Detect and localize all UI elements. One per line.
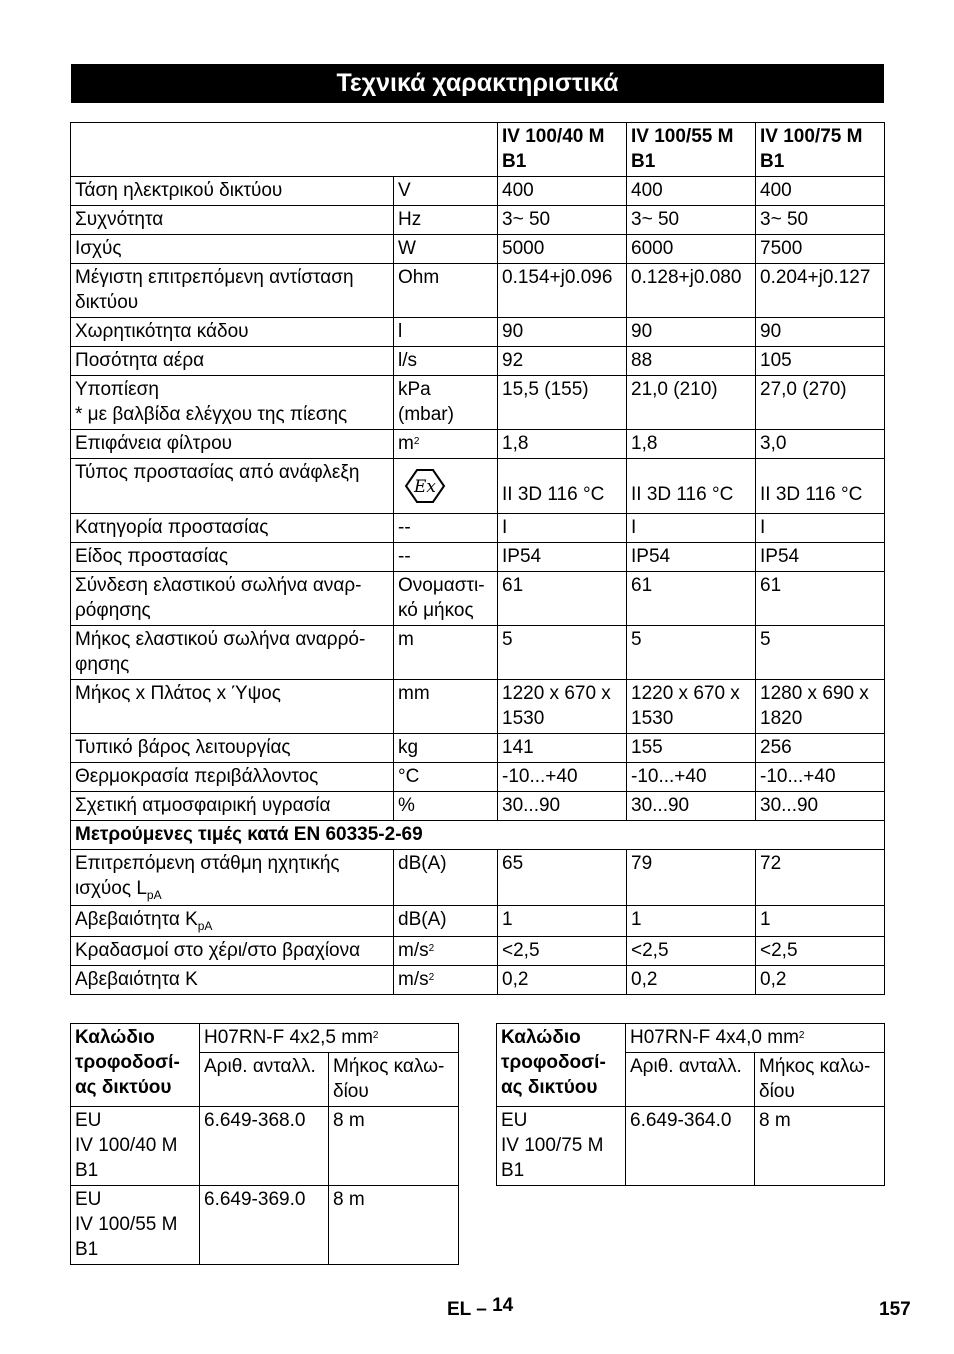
spec-row — [71, 459, 885, 514]
cable-type-superscript: 2 — [798, 1030, 805, 1041]
row-unit: kg — [394, 734, 498, 763]
cable-header-row — [71, 1024, 459, 1053]
value-cell-3: 61 — [756, 572, 885, 626]
row-unit: kPa (mbar) — [394, 376, 498, 430]
value-cell-2: <2,5 — [627, 937, 756, 966]
svg-text:Ex: Ex — [414, 477, 436, 497]
row-label: Συχνότητα — [71, 206, 394, 235]
label-subscript: pA — [197, 919, 213, 933]
ex-explosion-protection-icon — [404, 468, 446, 511]
spec-row — [71, 235, 885, 264]
row-label: Ισχύς — [71, 235, 394, 264]
measured-row — [71, 966, 885, 995]
value-cell-3: 5 — [756, 626, 885, 680]
value-cell-2: 6000 — [627, 235, 756, 264]
row-unit: $m^2$ — [394, 430, 498, 459]
row-label: Ποσότητα αέρα — [71, 347, 394, 376]
row-label: Σύνδεση ελαστικού σωλήνα αναρ-ρόφησης — [71, 572, 394, 626]
spec-row — [71, 206, 885, 235]
value-cell-3: 27,0 (270) — [756, 376, 885, 430]
value-cell-2: 0,2 — [627, 966, 756, 995]
spec-row — [71, 264, 885, 318]
value-cell-1: 0.154+j0.096 — [498, 264, 627, 318]
row-unit: -- — [394, 514, 498, 543]
value-cell-3: 1 — [756, 906, 885, 937]
row-unit: -- — [394, 543, 498, 572]
cable-length-header: Μήκος καλω-δίου — [329, 1053, 459, 1107]
value-cell-3: IP54 — [756, 543, 885, 572]
value-cell-2: I — [627, 514, 756, 543]
value-cell-1: 5 — [498, 626, 627, 680]
row-label: Επιτρεπόμενη στάθμη ηχητικής ισχύος $L_{pA}$ — [71, 850, 394, 906]
row-label: Επιφάνεια φίλτρου — [71, 430, 394, 459]
footer-lang: EL — [447, 1299, 471, 1320]
cable-type-superscript: 2 — [372, 1030, 379, 1041]
row-unit: Hz — [394, 206, 498, 235]
header-row — [71, 123, 885, 177]
row-unit: l/s — [394, 347, 498, 376]
technical-data-table — [70, 122, 885, 995]
row-label: Τάση ηλεκτρικού δικτύου — [71, 177, 394, 206]
footer-page-number: 157 — [879, 1299, 911, 1320]
cable-header-row — [497, 1024, 885, 1053]
value-cell-1: 90 — [498, 318, 627, 347]
unit-superscript: 2 — [428, 943, 435, 954]
value-cell-2: II 3D 116 °C — [627, 459, 756, 514]
value-cell-1: 400 — [498, 177, 627, 206]
value-cell-2: 3~ 50 — [627, 206, 756, 235]
spec-row — [71, 792, 885, 821]
footer-language — [447, 1295, 514, 1321]
footer-sep: – — [476, 1299, 487, 1320]
value-cell-1: 30...90 — [498, 792, 627, 821]
header-blank-cell — [71, 123, 498, 177]
value-cell-2: 79 — [627, 850, 756, 906]
row-unit: $m/s^2$ — [394, 937, 498, 966]
row-label: Υποπίεση * με βαλβίδα ελέγχου της πίεσης — [71, 376, 394, 430]
value-cell-1: I — [498, 514, 627, 543]
cable-type: H07RN-F 4x4,0 $mm^2$ — [626, 1024, 885, 1053]
cable-type: H07RN-F 4x2,5 $mm^2$ — [200, 1024, 459, 1053]
row-label: Μέγιστη επιτρεπόμενη αντίσταση δικτύου — [71, 264, 394, 318]
row-label: Σχετική ατμοσφαιρική υγρασία — [71, 792, 394, 821]
row-unit: Ohm — [394, 264, 498, 318]
spec-row — [71, 514, 885, 543]
value-cell-2: 0.128+j0.080 — [627, 264, 756, 318]
value-cell-2: 1 — [627, 906, 756, 937]
value-cell-3: 3,0 — [756, 430, 885, 459]
value-cell-1: -10...+40 — [498, 763, 627, 792]
value-cell-3: 3~ 50 — [756, 206, 885, 235]
value-cell-1: 141 — [498, 734, 627, 763]
value-cell-1: 1,8 — [498, 430, 627, 459]
value-cell-1: 61 — [498, 572, 627, 626]
value-cell-1: 3~ 50 — [498, 206, 627, 235]
row-unit: mm — [394, 680, 498, 734]
model-header-1: IV 100/40 M B1 — [498, 123, 627, 177]
value-cell-2: -10...+40 — [627, 763, 756, 792]
spec-row — [71, 318, 885, 347]
row-label: Κατηγορία προστασίας — [71, 514, 394, 543]
cable-length: 8 m — [329, 1186, 459, 1265]
spec-row — [71, 626, 885, 680]
measured-row — [71, 937, 885, 966]
part-number-header: Αριθ. ανταλλ. — [200, 1053, 329, 1107]
value-cell-3: 30...90 — [756, 792, 885, 821]
footer-local-page: 14 — [492, 1295, 514, 1316]
value-cell-2: 30...90 — [627, 792, 756, 821]
measured-row — [71, 850, 885, 906]
cable-part-number: 6.649-369.0 — [200, 1186, 329, 1265]
value-cell-1: II 3D 116 °C — [498, 459, 627, 514]
row-unit: °C — [394, 763, 498, 792]
value-cell-3: 1280 x 690 x 1820 — [756, 680, 885, 734]
value-cell-3: 105 — [756, 347, 885, 376]
value-cell-3: I — [756, 514, 885, 543]
row-label: Μήκος ελαστικού σωλήνα αναρρό-φησης — [71, 626, 394, 680]
cable-model: EU IV 100/40 M B1 — [71, 1107, 200, 1186]
row-unit: V — [394, 177, 498, 206]
row-unit: Ονομαστι-κό μήκος — [394, 572, 498, 626]
value-cell-2: 1,8 — [627, 430, 756, 459]
row-label: Κραδασμοί στο χέρι/στο βραχίονα — [71, 937, 394, 966]
value-cell-2: 5 — [627, 626, 756, 680]
section-row — [71, 821, 885, 850]
unit-superscript: 2 — [413, 436, 420, 447]
row-unit: dB(A) — [394, 906, 498, 937]
value-cell-1: 0,2 — [498, 966, 627, 995]
value-cell-1: 1220 x 670 x 1530 — [498, 680, 627, 734]
row-label: Θερμοκρασία περιβάλλοντος — [71, 763, 394, 792]
model-header-2: IV 100/55 M B1 — [627, 123, 756, 177]
section-heading: Μετρούμενες τιμές κατά EN 60335-2-69 — [71, 821, 885, 850]
cable-model: EU IV 100/55 M B1 — [71, 1186, 200, 1265]
value-cell-3: 0.204+j0.127 — [756, 264, 885, 318]
cable-row — [497, 1107, 885, 1186]
value-cell-1: 1 — [498, 906, 627, 937]
unit-superscript: 2 — [428, 972, 435, 983]
spec-row — [71, 734, 885, 763]
row-unit: m — [394, 626, 498, 680]
cable-part-number: 6.649-368.0 — [200, 1107, 329, 1186]
cable-part-number: 6.649-364.0 — [626, 1107, 755, 1186]
value-cell-1: 65 — [498, 850, 627, 906]
cable-row — [71, 1186, 459, 1265]
spec-row — [71, 430, 885, 459]
cable-length: 8 m — [329, 1107, 459, 1186]
row-label: Τυπικό βάρος λειτουργίας — [71, 734, 394, 763]
spec-row — [71, 763, 885, 792]
value-cell-2: 400 — [627, 177, 756, 206]
cable-model: EU IV 100/75 M B1 — [497, 1107, 626, 1186]
measured-row — [71, 906, 885, 937]
spec-row — [71, 347, 885, 376]
value-cell-1: 92 — [498, 347, 627, 376]
value-cell-3: 90 — [756, 318, 885, 347]
value-cell-1: 15,5 (155) — [498, 376, 627, 430]
spec-row — [71, 572, 885, 626]
cable-row — [71, 1107, 459, 1186]
value-cell-2: 155 — [627, 734, 756, 763]
value-cell-1: 5000 — [498, 235, 627, 264]
row-label: Αβεβαιότητα $K_{pA}$ — [71, 906, 394, 937]
page-title: Τεχνικά χαρακτηριστικά — [71, 64, 884, 103]
cable-length: 8 m — [755, 1107, 885, 1186]
value-cell-2: 21,0 (210) — [627, 376, 756, 430]
spec-row — [71, 376, 885, 430]
spec-row — [71, 680, 885, 734]
row-unit: dB(A) — [394, 850, 498, 906]
cable-heading: Καλώδιο τροφοδοσί-ας δικτύου — [71, 1024, 200, 1107]
row-label: Χωρητικότητα κάδου — [71, 318, 394, 347]
row-unit — [394, 459, 498, 514]
value-cell-3: -10...+40 — [756, 763, 885, 792]
row-label: Τύπος προστασίας από ανάφλεξη — [71, 459, 394, 514]
row-unit: % — [394, 792, 498, 821]
row-unit: W — [394, 235, 498, 264]
value-cell-2: 88 — [627, 347, 756, 376]
value-cell-2: 90 — [627, 318, 756, 347]
value-cell-3: 72 — [756, 850, 885, 906]
label-subscript: pA — [146, 888, 162, 902]
value-cell-1: <2,5 — [498, 937, 627, 966]
value-cell-3: 256 — [756, 734, 885, 763]
cable-table-right — [496, 1023, 885, 1186]
row-label: Αβεβαιότητα K — [71, 966, 394, 995]
value-cell-3: 7500 — [756, 235, 885, 264]
cable-table-left — [70, 1023, 459, 1265]
value-cell-2: IP54 — [627, 543, 756, 572]
row-unit: l — [394, 318, 498, 347]
value-cell-3: <2,5 — [756, 937, 885, 966]
value-cell-1: IP54 — [498, 543, 627, 572]
part-number-header: Αριθ. ανταλλ. — [626, 1053, 755, 1107]
value-cell-2: 1220 x 670 x 1530 — [627, 680, 756, 734]
model-header-3: IV 100/75 M B1 — [756, 123, 885, 177]
value-cell-3: II 3D 116 °C — [756, 459, 885, 514]
value-cell-3: 0,2 — [756, 966, 885, 995]
spec-row — [71, 177, 885, 206]
row-label: Είδος προστασίας — [71, 543, 394, 572]
value-cell-3: 400 — [756, 177, 885, 206]
row-unit: $m/s^2$ — [394, 966, 498, 995]
row-label: Μήκος x Πλάτος x Ύψος — [71, 680, 394, 734]
value-cell-2: 61 — [627, 572, 756, 626]
cable-length-header: Μήκος καλω-δίου — [755, 1053, 885, 1107]
spec-row — [71, 543, 885, 572]
cable-heading: Καλώδιο τροφοδοσί-ας δικτύου — [497, 1024, 626, 1107]
